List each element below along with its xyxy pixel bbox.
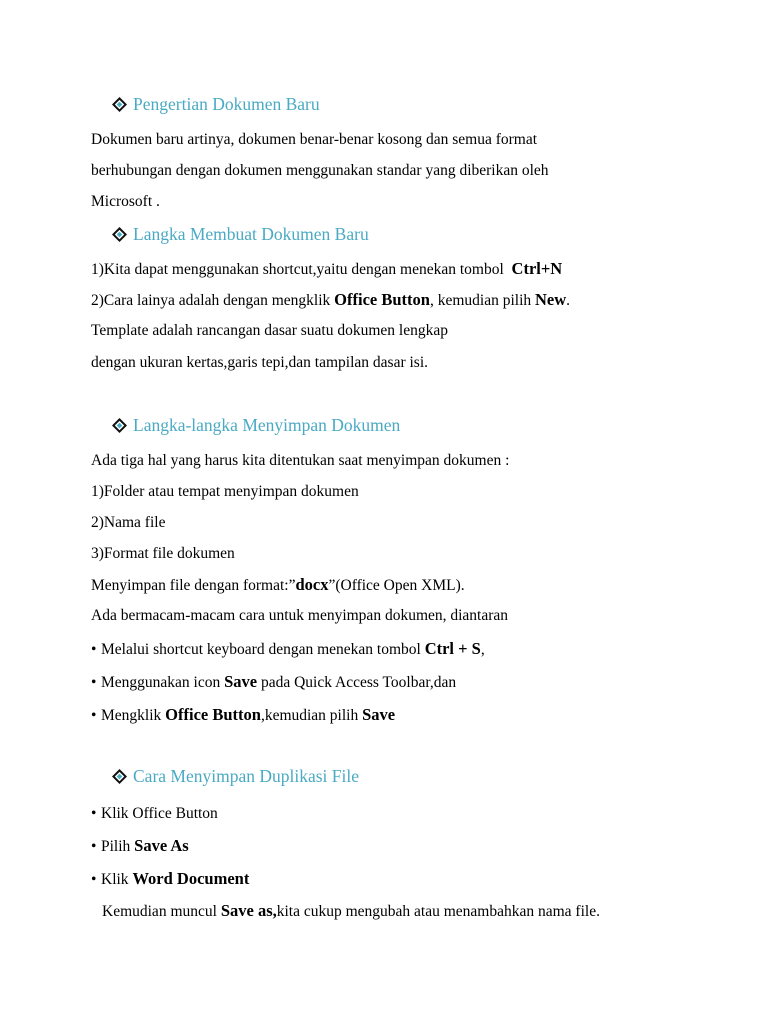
text-run: Kemudian muncul	[102, 903, 221, 920]
diamond-bullet-icon	[112, 227, 127, 242]
text-run: ”(	[328, 577, 341, 594]
text-run: Klik Office Button	[101, 805, 218, 822]
heading-text: Langka-langka Menyimpan Dokumen	[133, 415, 401, 435]
heading-text: Cara Menyimpan Duplikasi File	[133, 766, 360, 786]
bold-text: Save	[362, 705, 396, 724]
bullet: •	[91, 641, 97, 658]
text-run: pada Quick Access Toolbar,dan	[257, 674, 457, 691]
paragraph-line: Microsoft .	[91, 193, 160, 210]
list-item	[91, 705, 395, 726]
paragraph-line: 3)Format file dokumen	[91, 545, 235, 562]
heading-text: Pengertian Dokumen Baru	[133, 94, 320, 114]
section-heading	[112, 93, 320, 115]
list-item	[91, 804, 218, 824]
text-run: , kemudian pilih	[429, 292, 535, 309]
text-run: kita cukup mengubah atau menambahkan nama file.	[276, 903, 600, 920]
section-heading	[112, 414, 400, 436]
section-heading	[112, 223, 369, 245]
paragraph-line	[91, 259, 562, 280]
paragraph-line: dengan ukuran kertas,garis tepi,dan tampilan dasar isi.	[91, 354, 429, 371]
shortcut-text: Ctrl + S	[424, 639, 481, 658]
text-run: 1)Kita dapat menggunakan shortcut,yaitu dengan menekan tombol	[91, 261, 504, 278]
text-run: Pilih	[101, 838, 135, 855]
paragraph-line	[102, 901, 600, 922]
bullet: •	[91, 805, 97, 822]
paragraph-line: Template adalah rancangan dasar suatu dokumen lengkap	[91, 322, 448, 339]
bold-text: Save as,	[220, 901, 277, 920]
paragraph-line	[91, 290, 570, 311]
format-name: Office Open XML	[340, 577, 456, 594]
text-run: ,kemudian pilih	[260, 707, 363, 724]
text-run: Menyimpan file dengan format:”	[91, 577, 296, 594]
text-run: ,	[480, 641, 485, 658]
text-run: .	[566, 292, 571, 309]
list-item	[91, 836, 189, 857]
bold-text: docx	[295, 575, 329, 594]
list-item	[91, 639, 485, 660]
paragraph-line: berhubungan dengan dokumen menggunakan standar yang diberikan oleh	[91, 162, 549, 179]
bullet: •	[91, 838, 97, 855]
bold-text: Save As	[134, 836, 189, 855]
list-item	[91, 672, 456, 693]
text-run: Mengklik	[101, 707, 166, 724]
list-item	[91, 869, 249, 890]
paragraph-line	[91, 575, 465, 596]
text-run: Menggunakan icon	[101, 674, 225, 691]
text-run: Melalui shortcut keyboard dengan menekan tombol	[101, 641, 425, 658]
paragraph-line: 2)Nama file	[91, 514, 166, 531]
diamond-bullet-icon	[112, 769, 127, 784]
paragraph-line: Ada bermacam-macam cara untuk menyimpan dokumen, diantaran	[91, 607, 509, 624]
bold-text: Word Document	[132, 869, 250, 888]
shortcut-text: Ctrl+N	[511, 259, 563, 278]
heading-text: Langka Membuat Dokumen Baru	[133, 224, 369, 244]
text-run: 2)Cara lainya adalah dengan mengklik	[91, 292, 335, 309]
section-heading	[112, 765, 359, 787]
paragraph-line: Dokumen baru artinya, dokumen benar-benar kosong dan semua format	[91, 131, 538, 148]
bold-text: New	[535, 290, 567, 309]
diamond-bullet-icon	[112, 418, 127, 433]
bold-text: Office Button	[334, 290, 430, 309]
paragraph-line: Ada tiga hal yang harus kita ditentukan saat menyimpan dokumen :	[91, 452, 510, 469]
text-run: Klik	[101, 871, 133, 888]
bullet: •	[91, 871, 97, 888]
bullet: •	[91, 674, 97, 691]
bullet: •	[91, 707, 97, 724]
bold-text: Office Button	[165, 705, 261, 724]
diamond-bullet-icon	[112, 97, 127, 112]
text-run: ).	[455, 577, 465, 594]
bold-text: Save	[224, 672, 258, 691]
paragraph-line: 1)Folder atau tempat menyimpan dokumen	[91, 483, 359, 500]
